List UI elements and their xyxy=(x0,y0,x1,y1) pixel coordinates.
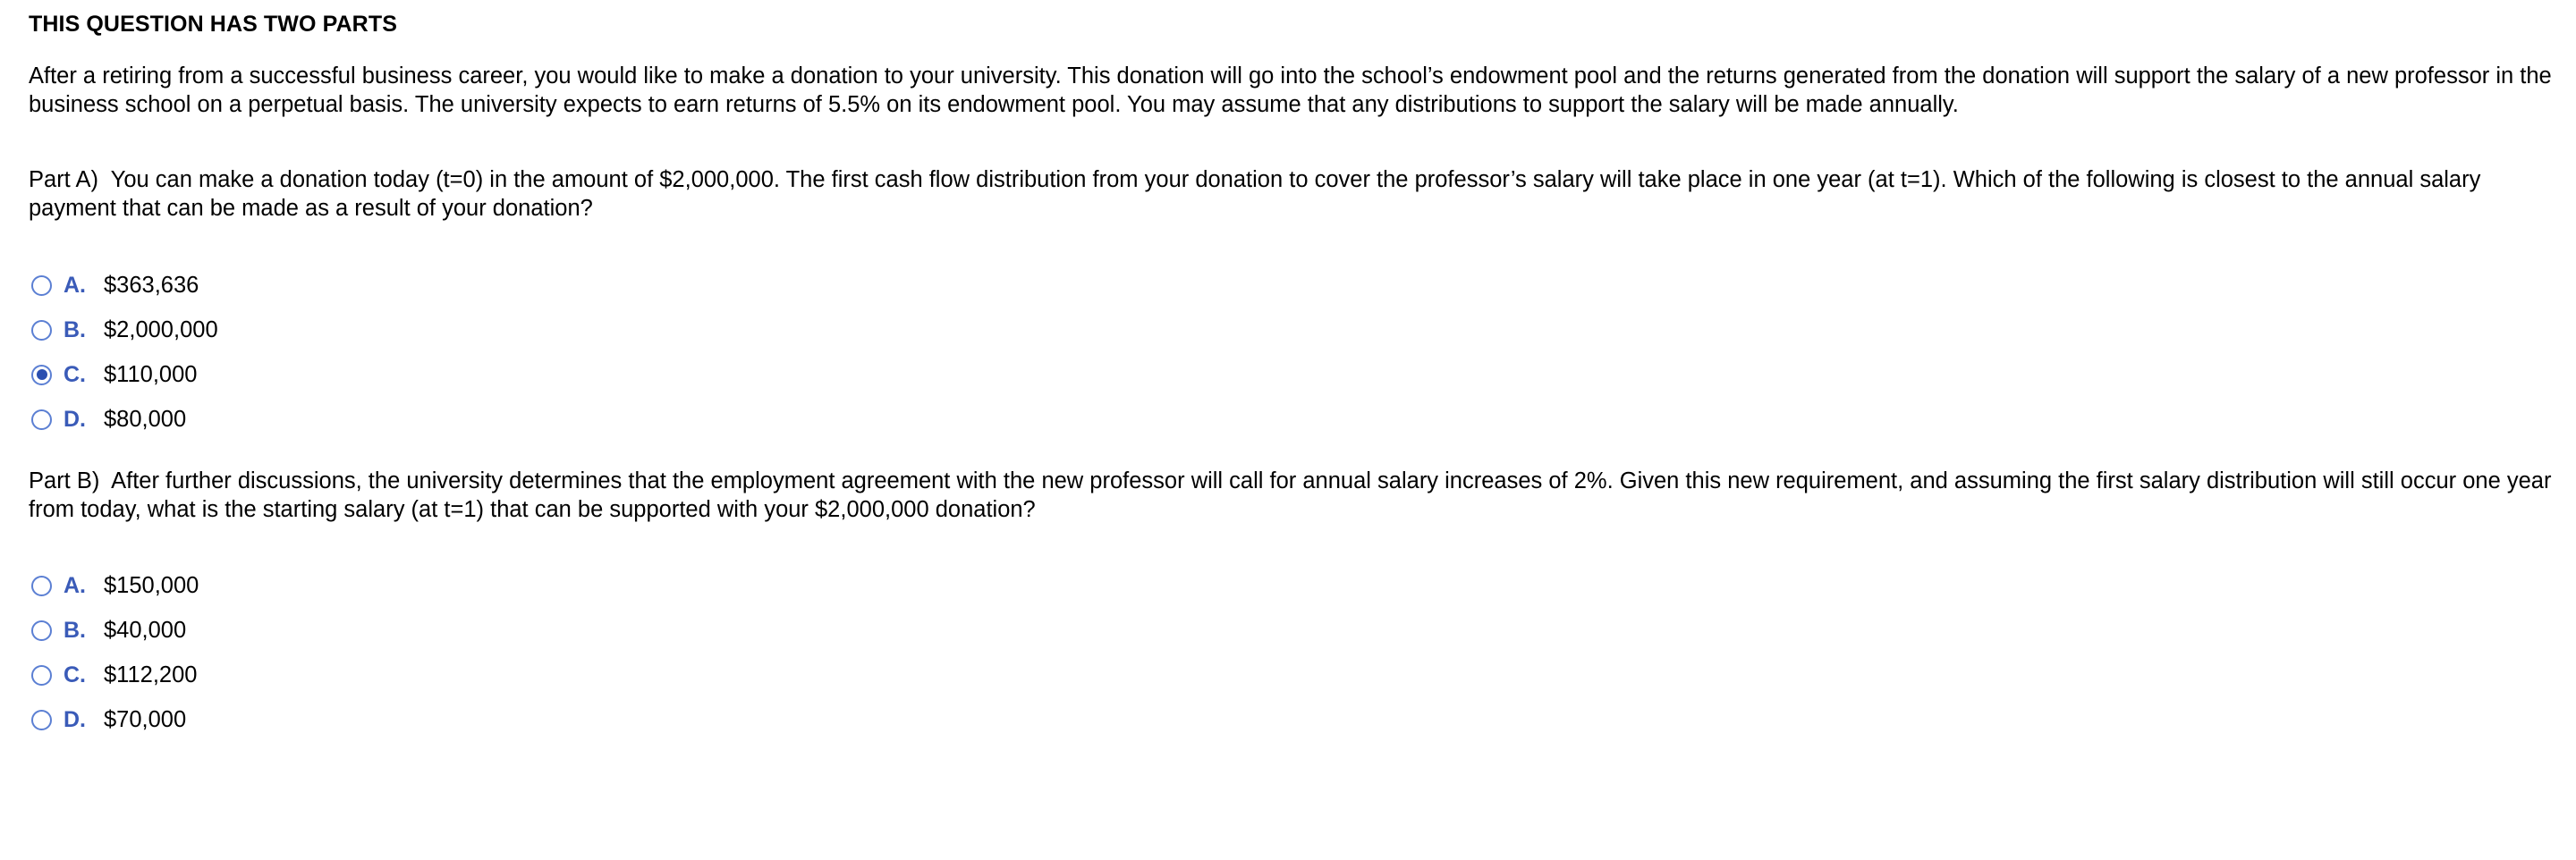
radio-icon[interactable] xyxy=(31,275,52,296)
part-b-option-d[interactable] xyxy=(29,697,199,742)
part-b-option-c[interactable] xyxy=(29,653,199,697)
part-a-question: Part A) You can make a donation today (t=0) in the amount of $2,000,000. The first cash flow distribution from your donation to cover the professor’s salary will take place in one year (at t=1). Which of the following is closest to the annual salary payment that can be made as a result of your donation? xyxy=(29,167,2481,221)
option-letter: A. xyxy=(64,272,86,298)
option-value: $70,000 xyxy=(104,706,187,732)
option-value: $150,000 xyxy=(104,572,199,598)
option-letter: B. xyxy=(64,316,86,342)
part-b-options xyxy=(29,563,199,742)
radio-icon[interactable] xyxy=(31,409,52,430)
part-b-option-a[interactable] xyxy=(29,563,199,608)
option-value: $363,636 xyxy=(104,272,199,298)
option-letter: A. xyxy=(64,572,86,598)
part-a-options xyxy=(29,263,218,442)
part-a-option-b[interactable] xyxy=(29,308,218,352)
radio-icon[interactable] xyxy=(31,576,52,596)
question-intro: After a retiring from a successful business career, you would like to make a donation to your university. This donation will go into the school’s endowment pool and the returns generated from the donation will support the salary of a new professor in the business school on a perpetual basis. The university expects to earn returns of 5.5% on its endowment pool. You may assume that any distributions to support the salary will be made annually. xyxy=(29,63,2552,117)
option-letter: D. xyxy=(64,706,86,732)
option-value: $40,000 xyxy=(104,617,187,643)
radio-icon[interactable] xyxy=(31,320,52,341)
option-value: $112,200 xyxy=(104,662,198,687)
option-value: $110,000 xyxy=(104,361,198,387)
radio-icon[interactable] xyxy=(31,710,52,730)
radio-icon[interactable] xyxy=(31,620,52,641)
part-a-option-c[interactable] xyxy=(29,352,218,397)
option-letter: D. xyxy=(64,406,86,432)
option-letter: B. xyxy=(64,617,86,643)
part-b-option-b[interactable] xyxy=(29,608,199,653)
option-letter: C. xyxy=(64,361,86,387)
option-letter: C. xyxy=(64,662,86,687)
radio-selected-icon[interactable] xyxy=(31,365,52,385)
option-value: $2,000,000 xyxy=(104,316,218,342)
radio-icon[interactable] xyxy=(31,665,52,686)
option-value: $80,000 xyxy=(104,406,187,432)
part-a-option-d[interactable] xyxy=(29,397,218,442)
question-heading: THIS QUESTION HAS TWO PARTS xyxy=(29,12,397,37)
part-b-question: Part B) After further discussions, the university determines that the employment agreement with the new professor will call for annual salary increases of 2%. Given this new requirement, and assuming the first salary distribution will still occur one year from today, what is the starting salary (at t=1) that can be supported with your $2,000,000 donation? xyxy=(29,468,2552,522)
part-a-option-a[interactable] xyxy=(29,263,218,308)
